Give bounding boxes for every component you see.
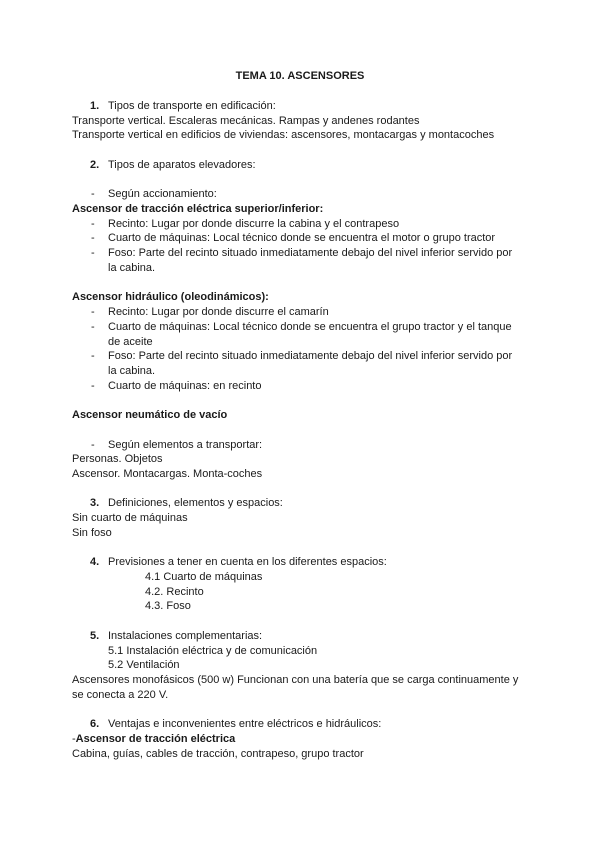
bullet: - [91, 188, 95, 201]
dash: - [72, 732, 76, 745]
section-6-heading [72, 717, 532, 732]
bullet: - [91, 306, 95, 319]
list-item-text: Según elementos a transportar: [108, 438, 263, 451]
paragraph: Sin foso [72, 526, 112, 539]
heading-text: Instalaciones complementarias: [108, 629, 263, 642]
list-item-continuation: la cabina. [108, 261, 156, 274]
document-body [72, 99, 532, 761]
bullet: - [91, 217, 95, 230]
bullet: - [91, 232, 95, 245]
list-item-text: Cuarto de máquinas: en recinto [108, 379, 262, 392]
list-item-text: Cuarto de máquinas: Local técnico donde se encuentra el grupo tractor y el tanque [108, 320, 512, 333]
section-2-heading [72, 158, 532, 173]
list-item-continuation: la cabina. [108, 364, 156, 377]
list-item-text: Recinto: Lugar por donde discurre el camarín [108, 306, 329, 319]
section-number: 3. [90, 497, 100, 510]
list-item-text: Foso: Parte del recinto situado inmediatamente debajo del nivel inferior servido por [108, 350, 513, 363]
list-item-text: Según accionamiento: [108, 188, 217, 201]
section-4-heading [72, 555, 532, 570]
paragraph: Cabina, guías, cables de tracción, contrapeso, grupo tractor [72, 747, 364, 760]
subheading: Ascensor neumático de vacío [72, 409, 228, 422]
list-item [72, 320, 532, 335]
heading-text: Ventajas e inconvenientes entre eléctricos e hidráulicos: [108, 718, 382, 731]
section-number: 2. [90, 158, 100, 171]
list-item [72, 231, 532, 246]
section-number: 6. [90, 718, 100, 731]
subheading-text: Ascensor de tracción eléctrica [75, 732, 236, 745]
list-item [72, 246, 532, 261]
paragraph: Ascensor. Montacargas. Monta-coches [72, 467, 263, 480]
bullet: - [91, 350, 95, 363]
list-item-text: Cuarto de máquinas: Local técnico donde se encuentra el motor o grupo tractor [108, 232, 496, 245]
section-number: 4. [90, 556, 100, 569]
heading-text: Definiciones, elementos y espacios: [108, 497, 283, 510]
bullet: - [91, 379, 95, 392]
paragraph: Ascensores monofásicos (500 w) Funcionan con una batería que se carga continuamente y [72, 674, 519, 687]
section-number: 5. [90, 629, 100, 642]
subsection-item: 4.1 Cuarto de máquinas [145, 571, 263, 583]
heading-text: Tipos de transporte en edificación: [108, 100, 276, 112]
subsection-item: 4.3. Foso [145, 600, 191, 613]
list-item-continuation: de aceite [108, 335, 153, 348]
list-item-text: Foso: Parte del recinto situado inmediatamente debajo del nivel inferior servido por [108, 247, 513, 260]
bullet: - [91, 438, 95, 451]
subheading: Ascensor de tracción eléctrica superior/inferior: [72, 203, 324, 216]
bullet: - [91, 247, 95, 260]
section-5-heading [72, 629, 532, 644]
list-item [72, 349, 532, 364]
subsection-item: 4.2. Recinto [145, 585, 204, 598]
subheading [72, 732, 532, 747]
list-item [72, 187, 532, 202]
heading-text: Tipos de aparatos elevadores: [108, 158, 256, 171]
list-item-text: Recinto: Lugar por donde discurre la cabina y el contrapeso [108, 217, 400, 230]
section-1-heading [72, 99, 532, 114]
subsection-item: 5.1 Instalación eléctrica y de comunicación [108, 644, 318, 657]
list-item [72, 379, 532, 394]
section-3-heading [72, 496, 532, 511]
paragraph: se conecta a 220 V. [72, 688, 169, 701]
heading-text: Previsiones a tener en cuenta en los diferentes espacios: [108, 556, 387, 569]
list-item [72, 305, 532, 320]
paragraph: Sin cuarto de máquinas [72, 512, 188, 525]
section-number: 1. [90, 100, 100, 112]
subheading: Ascensor hidráulico (oleodinámicos): [72, 291, 269, 304]
list-item [72, 438, 532, 453]
paragraph: Personas. Objetos [72, 453, 163, 466]
page-title: TEMA 10. ASCENSORES [235, 70, 365, 82]
list-item [72, 217, 532, 232]
paragraph: Transporte vertical. Escaleras mecánicas. Rampas y andenes rodantes [72, 114, 420, 127]
bullet: - [91, 320, 95, 333]
paragraph: Transporte vertical en edificios de viviendas: ascensores, montacargas y montacoches [72, 129, 495, 142]
subsection-item: 5.2 Ventilación [108, 659, 180, 672]
